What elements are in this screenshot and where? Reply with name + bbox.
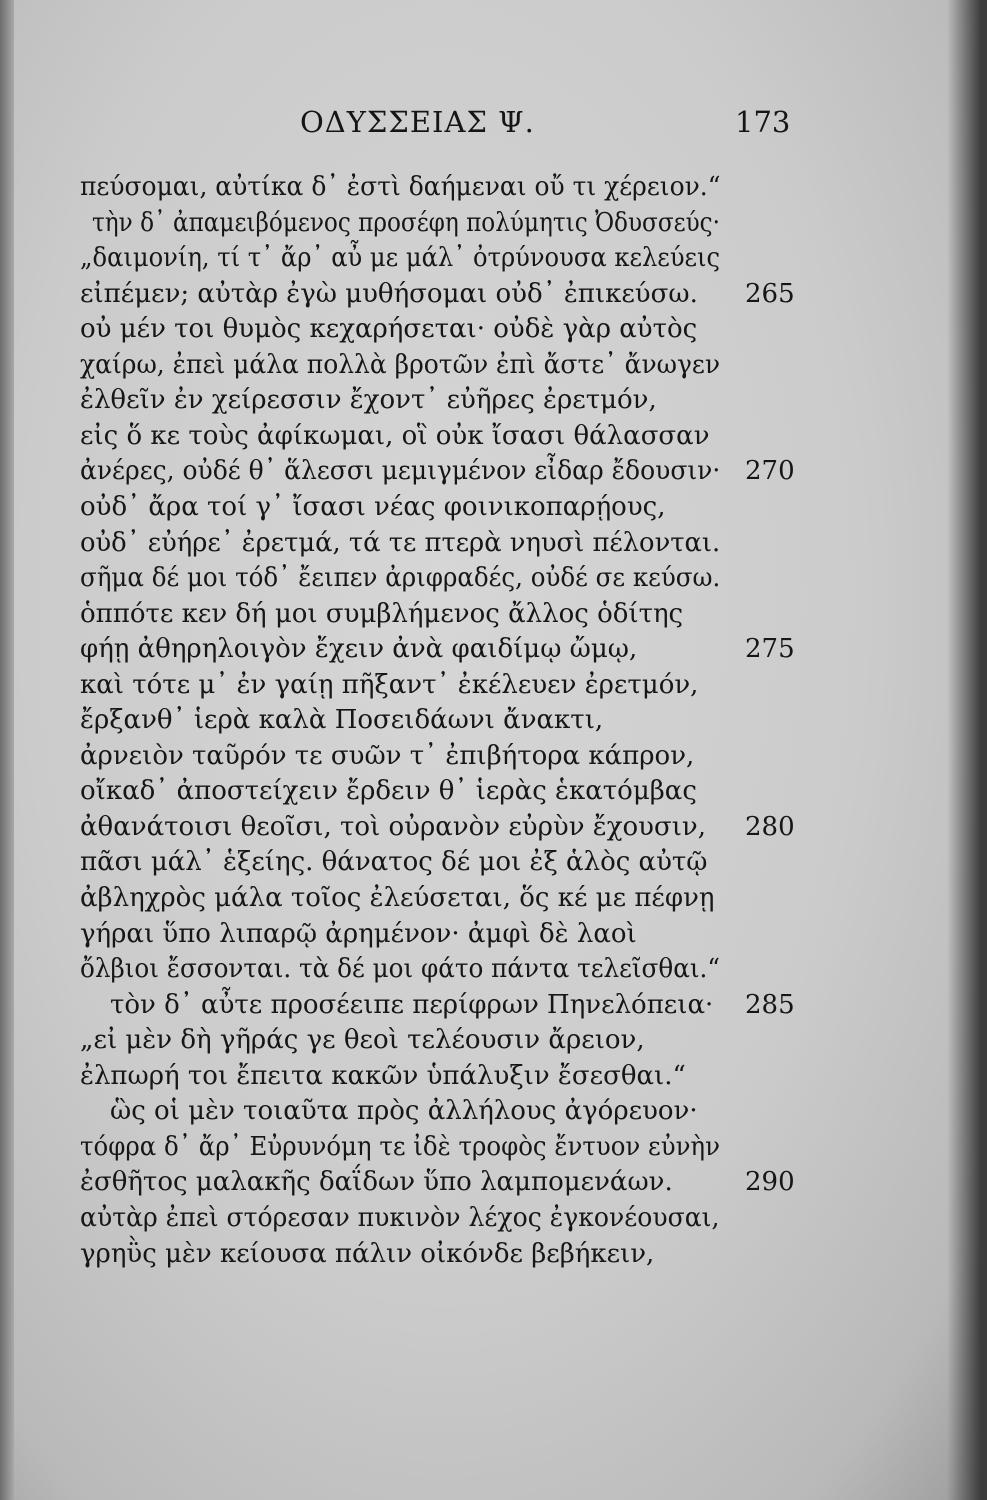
verse-line: καὶ τότε μ᾽ ἐν γαίῃ πῆξαντ᾽ ἐκέλευεν ἐρετμόν, <box>80 670 699 700</box>
verse-line: ἀθανάτοισι θεοῖσι, τοὶ οὐρανὸν εὐρὺν ἔχουσιν, <box>80 812 706 842</box>
verse-line: εἰπέμεν; αὐτὰρ ἐγὼ μυθήσομαι οὐδ᾽ ἐπικεύσω. <box>80 279 698 309</box>
page-number: 173 <box>735 105 791 139</box>
verse-line: „εἰ μὲν δὴ γῆράς γε θεοὶ τελέουσιν ἄρειον, <box>80 1025 645 1055</box>
verse-line: ἐλθεῖν ἐν χείρεσσιν ἔχοντ᾽ εὐῆρες ἐρετμόν, <box>80 385 657 415</box>
verse-line: ὄλβιοι ἔσσονται. τὰ δέ μοι φάτο πάντα τελεῖσθαι.“ <box>80 954 720 984</box>
line-number: 275 <box>745 634 795 664</box>
verse-line: „δαιμονίη, τί τ᾽ ἄρ᾽ αὖ με μάλ᾽ ὀτρύνουσα κελεύεις <box>80 243 721 273</box>
line-number: 285 <box>745 990 795 1020</box>
verse-line: γρηῢς μὲν κείουσα πάλιν οἰκόνδε βεβήκειν, <box>80 1239 655 1269</box>
running-head-title: ΟΔΥΣΣΕΙΑΣ Ψ. <box>300 105 535 139</box>
verse-line: σῆμα δέ μοι τόδ᾽ ἔειπεν ἀριφραδές, οὐδέ σε κεύσω. <box>80 563 721 593</box>
verse-line: οἴκαδ᾽ ἀποστείχειν ἔρδειν θ᾽ ἱερὰς ἑκατόμβας <box>80 776 697 806</box>
verse-line: ἔρξανθ᾽ ἱερὰ καλὰ Ποσειδάωνι ἄνακτι, <box>80 705 604 735</box>
verse-line: πᾶσι μάλ᾽ ἑξείης. θάνατος δέ μοι ἐξ ἁλὸς αὐτῷ <box>80 847 708 877</box>
verse-line: αὐτὰρ ἐπεὶ στόρεσαν πυκινὸν λέχος ἐγκονέουσαι, <box>80 1203 720 1233</box>
verse-line: ἐλπωρή τοι ἔπειτα κακῶν ὑπάλυξιν ἔσεσθαι.“ <box>80 1061 686 1091</box>
line-number: 280 <box>745 812 795 842</box>
verse-line: οὐδ᾽ εὐήρε᾽ ἐρετμά, τά τε πτερὰ νηυσὶ πέλονται. <box>80 528 721 558</box>
verse-line: ἐσθῆτος μαλακῆς δαΐδων ὕπο λαμπομενάων. <box>80 1167 673 1197</box>
line-number: 265 <box>745 279 795 309</box>
verse-line: ὣς οἱ μὲν τοιαῦτα πρὸς ἀλλήλους ἀγόρευον· <box>110 1096 698 1126</box>
verse-line: πεύσομαι, αὐτίκα δ᾽ ἐστὶ δαήμεναι οὔ τι χέρειον.“ <box>80 172 721 202</box>
line-number: 290 <box>745 1167 795 1197</box>
verse-line: εἰς ὅ κε τοὺς ἀφίκωμαι, οἳ οὐκ ἴσασι θάλασσαν <box>80 421 710 451</box>
verse-line: οὐδ᾽ ἄρα τοί γ᾽ ἴσασι νέας φοινικοπαρῄους, <box>80 492 666 522</box>
verse-line: τὸν δ᾽ αὖτε προσέειπε περίφρων Πηνελόπεια· <box>110 990 714 1020</box>
verse-line: χαίρω, ἐπεὶ μάλα πολλὰ βροτῶν ἐπὶ ἄστε᾽ ἄνωγεν <box>80 350 721 380</box>
verse-line: τόφρα δ᾽ ἄρ᾽ Εὐρυνόμη τε ἰδὲ τροφὸς ἔντυον εὐνὴν <box>80 1132 720 1162</box>
verse-line: γήραι ὕπο λιπαρῷ ἀρημένον· ἀμφὶ δὲ λαοὶ <box>80 919 637 949</box>
verse-line: τὴν δ᾽ ἀπαμειβόμενος προσέφη πολύμητις Ὀδυσσεύς· <box>92 208 721 238</box>
verse-line: ἀβληχρὸς μάλα τοῖος ἐλεύσεται, ὅς κέ με πέφνῃ <box>80 883 715 913</box>
verse-line: ἀνέρες, οὐδέ θ᾽ ἅλεσσι μεμιγμένον εἶδαρ ἔδουσιν· <box>80 456 721 486</box>
line-number: 270 <box>745 456 795 486</box>
verse-line: οὐ μέν τοι θυμὸς κεχαρήσεται· οὐδὲ γὰρ αὐτὸς <box>80 314 698 344</box>
verse-line: ὁππότε κεν δή μοι συμβλήμενος ἄλλος ὁδίτης <box>80 599 684 629</box>
verse-line: φήῃ ἀθηρηλοιγὸν ἔχειν ἀνὰ φαιδίμῳ ὤμῳ, <box>80 634 638 664</box>
verse-line: ἀρνειὸν ταῦρόν τε συῶν τ᾽ ἐπιβήτορα κάπρον, <box>80 741 695 771</box>
